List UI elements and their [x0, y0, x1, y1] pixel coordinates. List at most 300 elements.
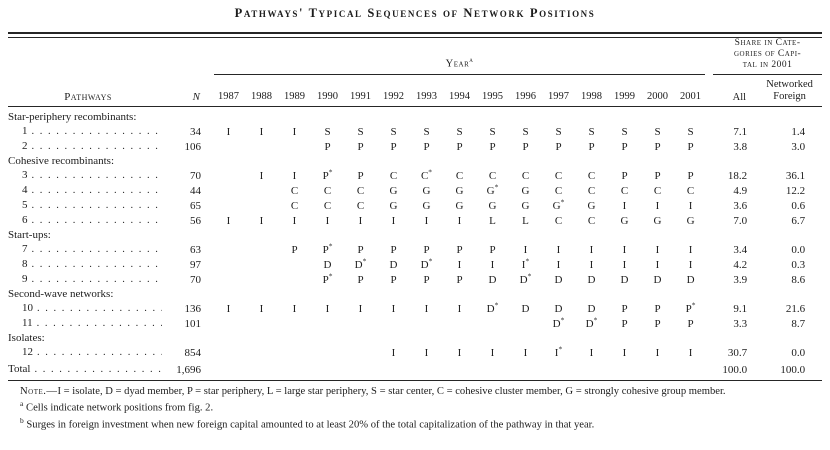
- position-cell: [476, 360, 509, 381]
- surge-marker: *: [560, 315, 565, 325]
- position-cell: P: [588, 140, 595, 153]
- col-header-year: 2000: [641, 75, 674, 107]
- group-label: Star-periphery recombinants:: [8, 110, 137, 123]
- position-cell: C: [323, 184, 332, 197]
- position-cell: P: [456, 140, 463, 153]
- col-header-year: 1991: [344, 75, 377, 107]
- share-all-cell: 4.9: [733, 184, 748, 197]
- n-cell: 44: [190, 184, 201, 197]
- position-cell: P: [654, 169, 661, 182]
- position-cell: [608, 360, 641, 381]
- position-cell: G: [389, 184, 398, 197]
- share-foreign-cell: 0.0: [791, 243, 806, 256]
- position-cell: D*: [519, 271, 532, 286]
- pathway-cell: [8, 360, 168, 381]
- footnote-a-text: Cells indicate network positions from fig. 2.: [26, 402, 214, 414]
- table-body: [8, 106, 822, 380]
- position-cell: P: [654, 302, 661, 315]
- position-cell: I: [391, 214, 396, 227]
- position-cell: D: [389, 258, 398, 271]
- position-cell: [476, 316, 509, 331]
- position-cell: [674, 360, 707, 381]
- position-cell: I: [622, 346, 627, 359]
- share-foreign-cell: 1.4: [791, 125, 806, 138]
- data-row: [8, 242, 822, 257]
- n-cell: 101: [184, 317, 201, 330]
- position-cell: P: [621, 302, 628, 315]
- data-row: [8, 316, 822, 331]
- position-cell: [575, 360, 608, 381]
- pathway-cell: [8, 272, 168, 287]
- position-cell: D: [554, 273, 563, 286]
- position-cell: G: [455, 199, 464, 212]
- data-row: [8, 272, 822, 287]
- position-cell: G*: [552, 197, 565, 212]
- position-cell: I: [292, 214, 297, 227]
- position-cell: S: [390, 125, 397, 138]
- position-cell: [278, 139, 311, 154]
- position-cell: S: [456, 125, 463, 138]
- position-cell: G: [620, 214, 629, 227]
- position-cell: C: [389, 169, 398, 182]
- n-cell: 34: [190, 125, 201, 138]
- pathway-cell: [8, 198, 168, 213]
- position-cell: [212, 345, 245, 360]
- pathway-cell: [8, 242, 168, 257]
- year-footnote-marker: a: [469, 56, 474, 65]
- position-cell: P: [423, 140, 430, 153]
- pathway-cell: [8, 183, 168, 198]
- footnote-b-text: Surges in foreign investment when new foreign capital amounted to at least 20% of the total capitalization of the pathway in that year.: [26, 419, 595, 431]
- position-cell: P: [687, 317, 694, 330]
- position-cell: C: [488, 169, 497, 182]
- position-cell: C: [290, 184, 299, 197]
- pathways-table: [8, 38, 822, 381]
- col-header-year: 2001: [674, 75, 707, 107]
- share-all-cell: 3.6: [733, 199, 748, 212]
- group-row: [8, 287, 822, 301]
- position-cell: C: [356, 184, 365, 197]
- pathway-label: 2: [22, 139, 28, 152]
- position-cell: P: [390, 140, 397, 153]
- position-cell: I: [226, 302, 231, 315]
- position-cell: [245, 183, 278, 198]
- share-foreign-cell: 21.6: [785, 302, 806, 315]
- n-cell: 854: [184, 346, 201, 359]
- share-all-cell: 3.4: [733, 243, 748, 256]
- data-row: [8, 257, 822, 272]
- position-cell: I: [655, 243, 660, 256]
- position-cell: P: [357, 243, 364, 256]
- col-header-year: 1998: [575, 75, 608, 107]
- leader-dots: [32, 243, 163, 257]
- data-row: [8, 345, 822, 360]
- position-cell: P: [654, 317, 661, 330]
- position-cell: I: [391, 346, 396, 359]
- position-cell: [212, 139, 245, 154]
- pathway-cell: [8, 124, 168, 139]
- n-cell: 97: [190, 258, 201, 271]
- data-row: [8, 124, 822, 139]
- pathway-label: 11: [22, 316, 33, 329]
- position-cell: P: [390, 273, 397, 286]
- position-cell: G*: [486, 182, 499, 197]
- position-cell: [245, 316, 278, 331]
- position-cell: [212, 183, 245, 198]
- position-cell: C: [323, 199, 332, 212]
- position-cell: I: [688, 258, 693, 271]
- position-cell: C: [587, 184, 596, 197]
- position-cell: D: [488, 273, 497, 286]
- table-header: [8, 38, 822, 106]
- pathway-cell: [8, 168, 168, 183]
- position-cell: P*: [322, 271, 333, 286]
- position-cell: [311, 360, 344, 381]
- leader-dots: [37, 317, 162, 331]
- data-row: [8, 183, 822, 198]
- pathway-cell: [8, 213, 168, 228]
- surge-marker: *: [428, 256, 433, 266]
- position-cell: I: [655, 258, 660, 271]
- leader-dots: [37, 302, 162, 316]
- surge-marker: *: [494, 182, 499, 192]
- position-cell: P: [489, 140, 496, 153]
- position-cell: I: [358, 302, 363, 315]
- position-cell: G: [455, 184, 464, 197]
- position-cell: I: [325, 302, 330, 315]
- share-foreign-cell: 8.7: [791, 317, 806, 330]
- position-cell: C: [290, 199, 299, 212]
- position-cell: [443, 316, 476, 331]
- position-cell: I: [457, 346, 462, 359]
- position-cell: I: [490, 258, 495, 271]
- leader-dots: [32, 184, 163, 198]
- share-all-cell: 7.0: [733, 214, 748, 227]
- pathway-label: 5: [22, 198, 28, 211]
- position-cell: [410, 316, 443, 331]
- footnote-b: [8, 416, 822, 432]
- n-cell: 65: [190, 199, 201, 212]
- position-cell: S: [588, 125, 595, 138]
- position-cell: [245, 139, 278, 154]
- position-cell: [278, 316, 311, 331]
- group-label: Start-ups:: [8, 228, 51, 241]
- position-cell: D*: [585, 315, 598, 330]
- position-cell: D*: [552, 315, 565, 330]
- note-text: I = isolate, D = dyad member, P = star periphery, L = large star periphery, S = star center, C = cohesive cluster member, G = strongly cohesive group member.: [57, 385, 726, 397]
- position-cell: I: [655, 199, 660, 212]
- surge-marker: *: [525, 256, 530, 266]
- pathway-cell: [8, 139, 168, 154]
- col-header-year: 1996: [509, 75, 542, 107]
- position-cell: I: [622, 199, 627, 212]
- col-header-year: 1995: [476, 75, 509, 107]
- position-cell: I: [556, 258, 561, 271]
- position-cell: [377, 360, 410, 381]
- position-cell: I: [688, 346, 693, 359]
- position-cell: [509, 316, 542, 331]
- position-cell: P: [687, 169, 694, 182]
- position-cell: I*: [554, 344, 563, 359]
- col-header-year: 1988: [245, 75, 278, 107]
- share-all-cell: 9.1: [733, 302, 748, 315]
- position-cell: G: [521, 184, 530, 197]
- position-cell: I: [622, 243, 627, 256]
- group-row: [8, 228, 822, 242]
- position-cell: I: [589, 243, 594, 256]
- position-cell: P: [522, 140, 529, 153]
- position-cell: [212, 198, 245, 213]
- data-row: [8, 139, 822, 154]
- leader-dots: [32, 258, 163, 272]
- group-label: Cohesive recombinants:: [8, 154, 115, 167]
- position-cell: G: [521, 199, 530, 212]
- position-cell: G: [587, 199, 596, 212]
- col-header-networked-foreign: Networked Foreign: [751, 75, 822, 107]
- position-cell: P: [423, 243, 430, 256]
- position-cell: [278, 345, 311, 360]
- col-header-year: 1987: [212, 75, 245, 107]
- surge-marker: *: [362, 256, 367, 266]
- position-cell: [212, 360, 245, 381]
- position-cell: D: [587, 273, 596, 286]
- position-cell: C: [653, 184, 662, 197]
- position-cell: S: [621, 125, 628, 138]
- position-cell: S: [522, 125, 529, 138]
- n-cell: 1,696: [168, 360, 212, 381]
- position-cell: I: [424, 346, 429, 359]
- year-group-header: [212, 38, 707, 75]
- col-header-pathways: [8, 38, 168, 106]
- position-cell: [278, 272, 311, 287]
- share-foreign-cell: 12.2: [785, 184, 806, 197]
- position-cell: [212, 316, 245, 331]
- position-cell: [410, 360, 443, 381]
- n-cell: 56: [190, 214, 201, 227]
- position-cell: I: [523, 243, 528, 256]
- position-cell: C: [587, 214, 596, 227]
- col-header-year: 1990: [311, 75, 344, 107]
- position-cell: I: [457, 258, 462, 271]
- pathway-label: 9: [22, 272, 28, 285]
- leader-dots: [32, 214, 163, 228]
- position-cell: I: [292, 302, 297, 315]
- position-cell: G: [422, 199, 431, 212]
- leader-dots: [32, 125, 163, 139]
- position-cell: D: [620, 273, 629, 286]
- position-cell: [212, 272, 245, 287]
- position-cell: P: [291, 243, 298, 256]
- position-cell: [212, 257, 245, 272]
- position-cell: C: [554, 169, 563, 182]
- position-cell: I: [424, 214, 429, 227]
- position-cell: [509, 360, 542, 381]
- position-cell: G: [653, 214, 662, 227]
- position-cell: [344, 360, 377, 381]
- pathway-label: 7: [22, 242, 28, 255]
- position-cell: C: [620, 184, 629, 197]
- footnote-a: [8, 399, 822, 415]
- position-cell: G: [686, 214, 695, 227]
- position-cell: [311, 345, 344, 360]
- position-cell: I: [259, 302, 264, 315]
- position-cell: I: [259, 214, 264, 227]
- position-cell: P: [357, 169, 364, 182]
- position-cell: S: [357, 125, 364, 138]
- total-row: [8, 360, 822, 381]
- position-cell: [245, 345, 278, 360]
- year-group-label: Year$^a$: [214, 56, 705, 75]
- position-cell: [278, 257, 311, 272]
- position-cell: I: [457, 214, 462, 227]
- leader-dots: [32, 199, 163, 213]
- position-cell: [212, 168, 245, 183]
- pathway-label: 10: [22, 301, 33, 314]
- position-cell: S: [654, 125, 661, 138]
- position-cell: C: [455, 169, 464, 182]
- table-title: Pathways' Typical Sequences of Network Positions: [234, 6, 596, 20]
- position-cell: D: [521, 302, 530, 315]
- position-cell: D: [653, 273, 662, 286]
- position-cell: D: [686, 273, 695, 286]
- position-cell: [344, 345, 377, 360]
- surge-marker: *: [428, 167, 433, 177]
- share-group-header: [707, 38, 822, 75]
- position-cell: C: [554, 184, 563, 197]
- position-cell: D*: [486, 300, 499, 315]
- n-cell: 63: [190, 243, 201, 256]
- data-row: [8, 301, 822, 316]
- position-cell: [311, 316, 344, 331]
- position-cell: [377, 316, 410, 331]
- position-cell: C: [356, 199, 365, 212]
- share-all-cell: 30.7: [727, 346, 748, 359]
- footnote-a-marker: a: [20, 399, 24, 409]
- position-cell: I: [358, 214, 363, 227]
- position-cell: S: [324, 125, 331, 138]
- position-cell: P: [357, 140, 364, 153]
- col-header-year: 1994: [443, 75, 476, 107]
- share-foreign-cell: 3.0: [791, 140, 806, 153]
- pathway-label: 8: [22, 257, 28, 270]
- position-cell: P*: [322, 167, 333, 182]
- position-cell: P: [456, 243, 463, 256]
- position-cell: P: [357, 273, 364, 286]
- pathway-label: 3: [22, 168, 28, 181]
- share-foreign-cell: 0.3: [791, 258, 806, 271]
- share-foreign-cell: 36.1: [785, 169, 806, 182]
- position-cell: P: [621, 140, 628, 153]
- position-cell: D*: [420, 256, 433, 271]
- position-cell: [542, 360, 575, 381]
- position-cell: P: [390, 243, 397, 256]
- data-row: [8, 198, 822, 213]
- group-label: Isolates:: [8, 331, 45, 344]
- position-cell: G: [488, 199, 497, 212]
- table-notes: [8, 385, 822, 433]
- position-cell: I: [688, 199, 693, 212]
- position-cell: I: [259, 125, 264, 138]
- position-cell: S: [423, 125, 430, 138]
- pathway-cell: [8, 316, 168, 331]
- position-cell: [443, 360, 476, 381]
- position-cell: C: [521, 169, 530, 182]
- position-cell: S: [489, 125, 496, 138]
- position-cell: S: [687, 125, 694, 138]
- share-foreign-cell: 8.6: [791, 273, 806, 286]
- position-cell: I: [457, 302, 462, 315]
- position-cell: P: [555, 140, 562, 153]
- pathway-cell: [8, 345, 168, 360]
- position-cell: I: [391, 302, 396, 315]
- position-cell: [245, 242, 278, 257]
- position-cell: G: [389, 199, 398, 212]
- leader-dots: [32, 140, 163, 154]
- pathways-header-label: Pathways: [64, 90, 112, 103]
- position-cell: P: [489, 243, 496, 256]
- col-header-year: 1997: [542, 75, 575, 107]
- position-cell: [245, 257, 278, 272]
- group-row: [8, 331, 822, 345]
- footnote-b-marker: b: [20, 416, 24, 426]
- position-cell: D: [554, 302, 563, 315]
- position-cell: C*: [420, 167, 433, 182]
- position-cell: [245, 272, 278, 287]
- share-all-cell: 7.1: [733, 125, 748, 138]
- surge-marker: *: [558, 344, 563, 354]
- surge-marker: *: [328, 167, 333, 177]
- position-cell: [344, 316, 377, 331]
- n-cell: 70: [190, 273, 201, 286]
- position-cell: G: [422, 184, 431, 197]
- share-all-cell: 3.3: [733, 317, 748, 330]
- position-cell: I: [226, 125, 231, 138]
- position-cell: I: [556, 243, 561, 256]
- note-label: Note.—: [20, 385, 58, 397]
- surge-marker: *: [527, 271, 532, 281]
- table-note: [8, 385, 822, 399]
- position-cell: D: [587, 302, 596, 315]
- pathway-label: 12: [22, 345, 33, 358]
- surge-marker: *: [494, 300, 499, 310]
- n-cell: 70: [190, 169, 201, 182]
- surge-marker: *: [560, 197, 565, 207]
- share-all-cell: 3.8: [733, 140, 748, 153]
- data-row: [8, 168, 822, 183]
- position-cell: I: [259, 169, 264, 182]
- position-cell: D: [323, 258, 332, 271]
- leader-dots: [34, 363, 162, 377]
- position-cell: P: [423, 273, 430, 286]
- position-cell: I: [688, 243, 693, 256]
- position-cell: [212, 242, 245, 257]
- col-header-all: All: [707, 75, 751, 107]
- position-cell: P: [654, 140, 661, 153]
- n-cell: 106: [184, 140, 201, 153]
- pathway-label: 1: [22, 124, 28, 137]
- group-row: [8, 154, 822, 168]
- share-all-cell: 3.9: [733, 273, 748, 286]
- position-cell: I: [424, 302, 429, 315]
- n-cell: 136: [184, 302, 201, 315]
- position-cell: I: [292, 169, 297, 182]
- position-cell: P*: [322, 241, 333, 256]
- position-cell: I: [622, 258, 627, 271]
- position-cell: [278, 360, 311, 381]
- share-foreign-cell: 100.0: [751, 360, 822, 381]
- leader-dots: [32, 169, 163, 183]
- data-row: [8, 213, 822, 228]
